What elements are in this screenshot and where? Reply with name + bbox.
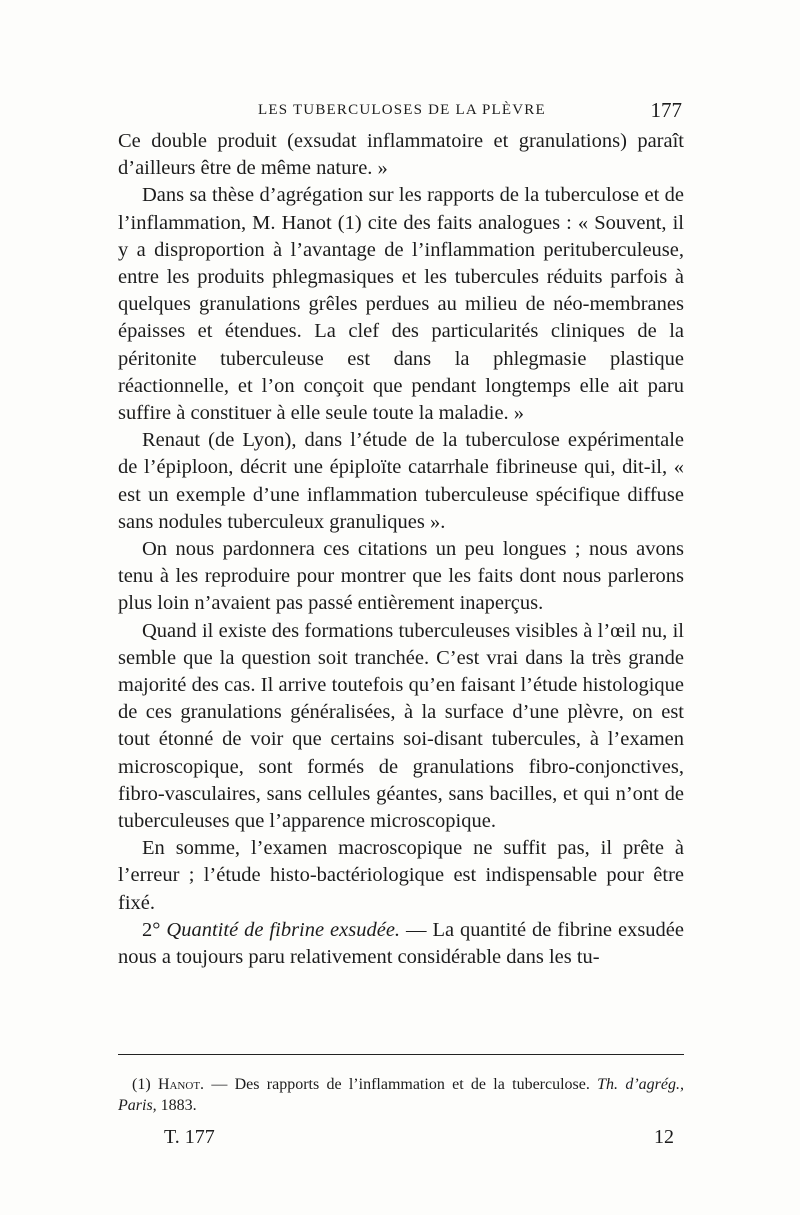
paragraph-4: On nous pardonnera ces citations un peu longues ; nous avons tenu à les reproduire pour montrer que les faits dont nous parlerons plus loin n’avaient pas passé entièrement inaperçus. [118, 538, 684, 615]
signature-sheet: 12 [654, 1126, 674, 1148]
footnote-rule [118, 1054, 684, 1055]
body-text [118, 128, 684, 971]
paragraph-5: Quand il existe des formations tuberculeuses visibles à l’œil nu, il semble que la question soit tranchée. C’est vrai dans la très grande majorité des cas. Il arrive toutefois qu’en faisant l’étude histologique de ces granulations généralisées, à la surface d’une plèvre, on est tout étonné de voir que certains soi-disant tubercules, à l’examen microscopique, sont formés de granulations fibro-conjonctives, fibro-vasculaires, sans cellules géantes, sans bacilles, et qui n’ont de tuberculeuses que l’apparence microscopique. [118, 619, 684, 833]
footnote-marker: (1) [132, 1076, 151, 1093]
paragraph-7 [118, 917, 684, 971]
running-title: LES TUBERCULOSES DE LA PLÈVRE [258, 102, 546, 118]
footnote [118, 1074, 684, 1116]
section-heading: Quantité de fibrine exsudée. [166, 918, 401, 941]
footnote-author: Hanot. [157, 1076, 205, 1093]
paragraph-2: Dans sa thèse d’agrégation sur les rapports de la tuberculose et de l’inflammation, M. Hanot (1) cite des faits analogues : « Souvent, il y a disproportion à l’avantage de l’inflammation perituberculeuse, entre les produits phlegmasiques et les tubercules réduits parfois à quelques granulations grêles perdues au milieu de néo-membranes épaisses et étendues. La clef des particularités cliniques de la péritonite tuberculeuse est dans la phlegmasie plastique réactionnelle, et l’on conçoit que pendant longtemps elle ait paru suffire à constituer à elle seule toute la maladie. » [118, 184, 684, 425]
paragraph-1: Ce double produit (exsudat inflammatoire et granulations) paraît d’ailleurs être de même nature. » [118, 130, 684, 180]
footnote-italic: Th. d’agrég., Paris, [118, 1076, 684, 1114]
footnote-year: 1883. [156, 1097, 197, 1114]
page-number: 177 [650, 98, 682, 122]
signature-volume: T. 177 [164, 1126, 215, 1148]
paragraph-3: Renaut (de Lyon), dans l’étude de la tuberculose expérimentale de l’épiploon, décrit une épiploïte catarrhale fibrineuse qui, dit-il, « est un exemple d’une inflammation tuberculeuse spécifique diffuse sans nodules tuberculeux granuliques ». [118, 429, 684, 533]
section-number: 2° [142, 918, 161, 941]
footnote-line [118, 1074, 684, 1116]
footnote-text: — Des rapports de l’inflammation et de la tuberculose. [204, 1076, 598, 1093]
running-header [118, 98, 684, 124]
paragraph-7-text: — La quantité de fibrine exsudée nous a toujours paru relativement considérable dans les tu- [118, 918, 684, 969]
printer-signature [118, 1124, 684, 1152]
paragraph-6: En somme, l’examen macroscopique ne suffit pas, il prête à l’erreur ; l’étude histo-bactériologique est indispensable pour être fixé. [118, 837, 684, 914]
